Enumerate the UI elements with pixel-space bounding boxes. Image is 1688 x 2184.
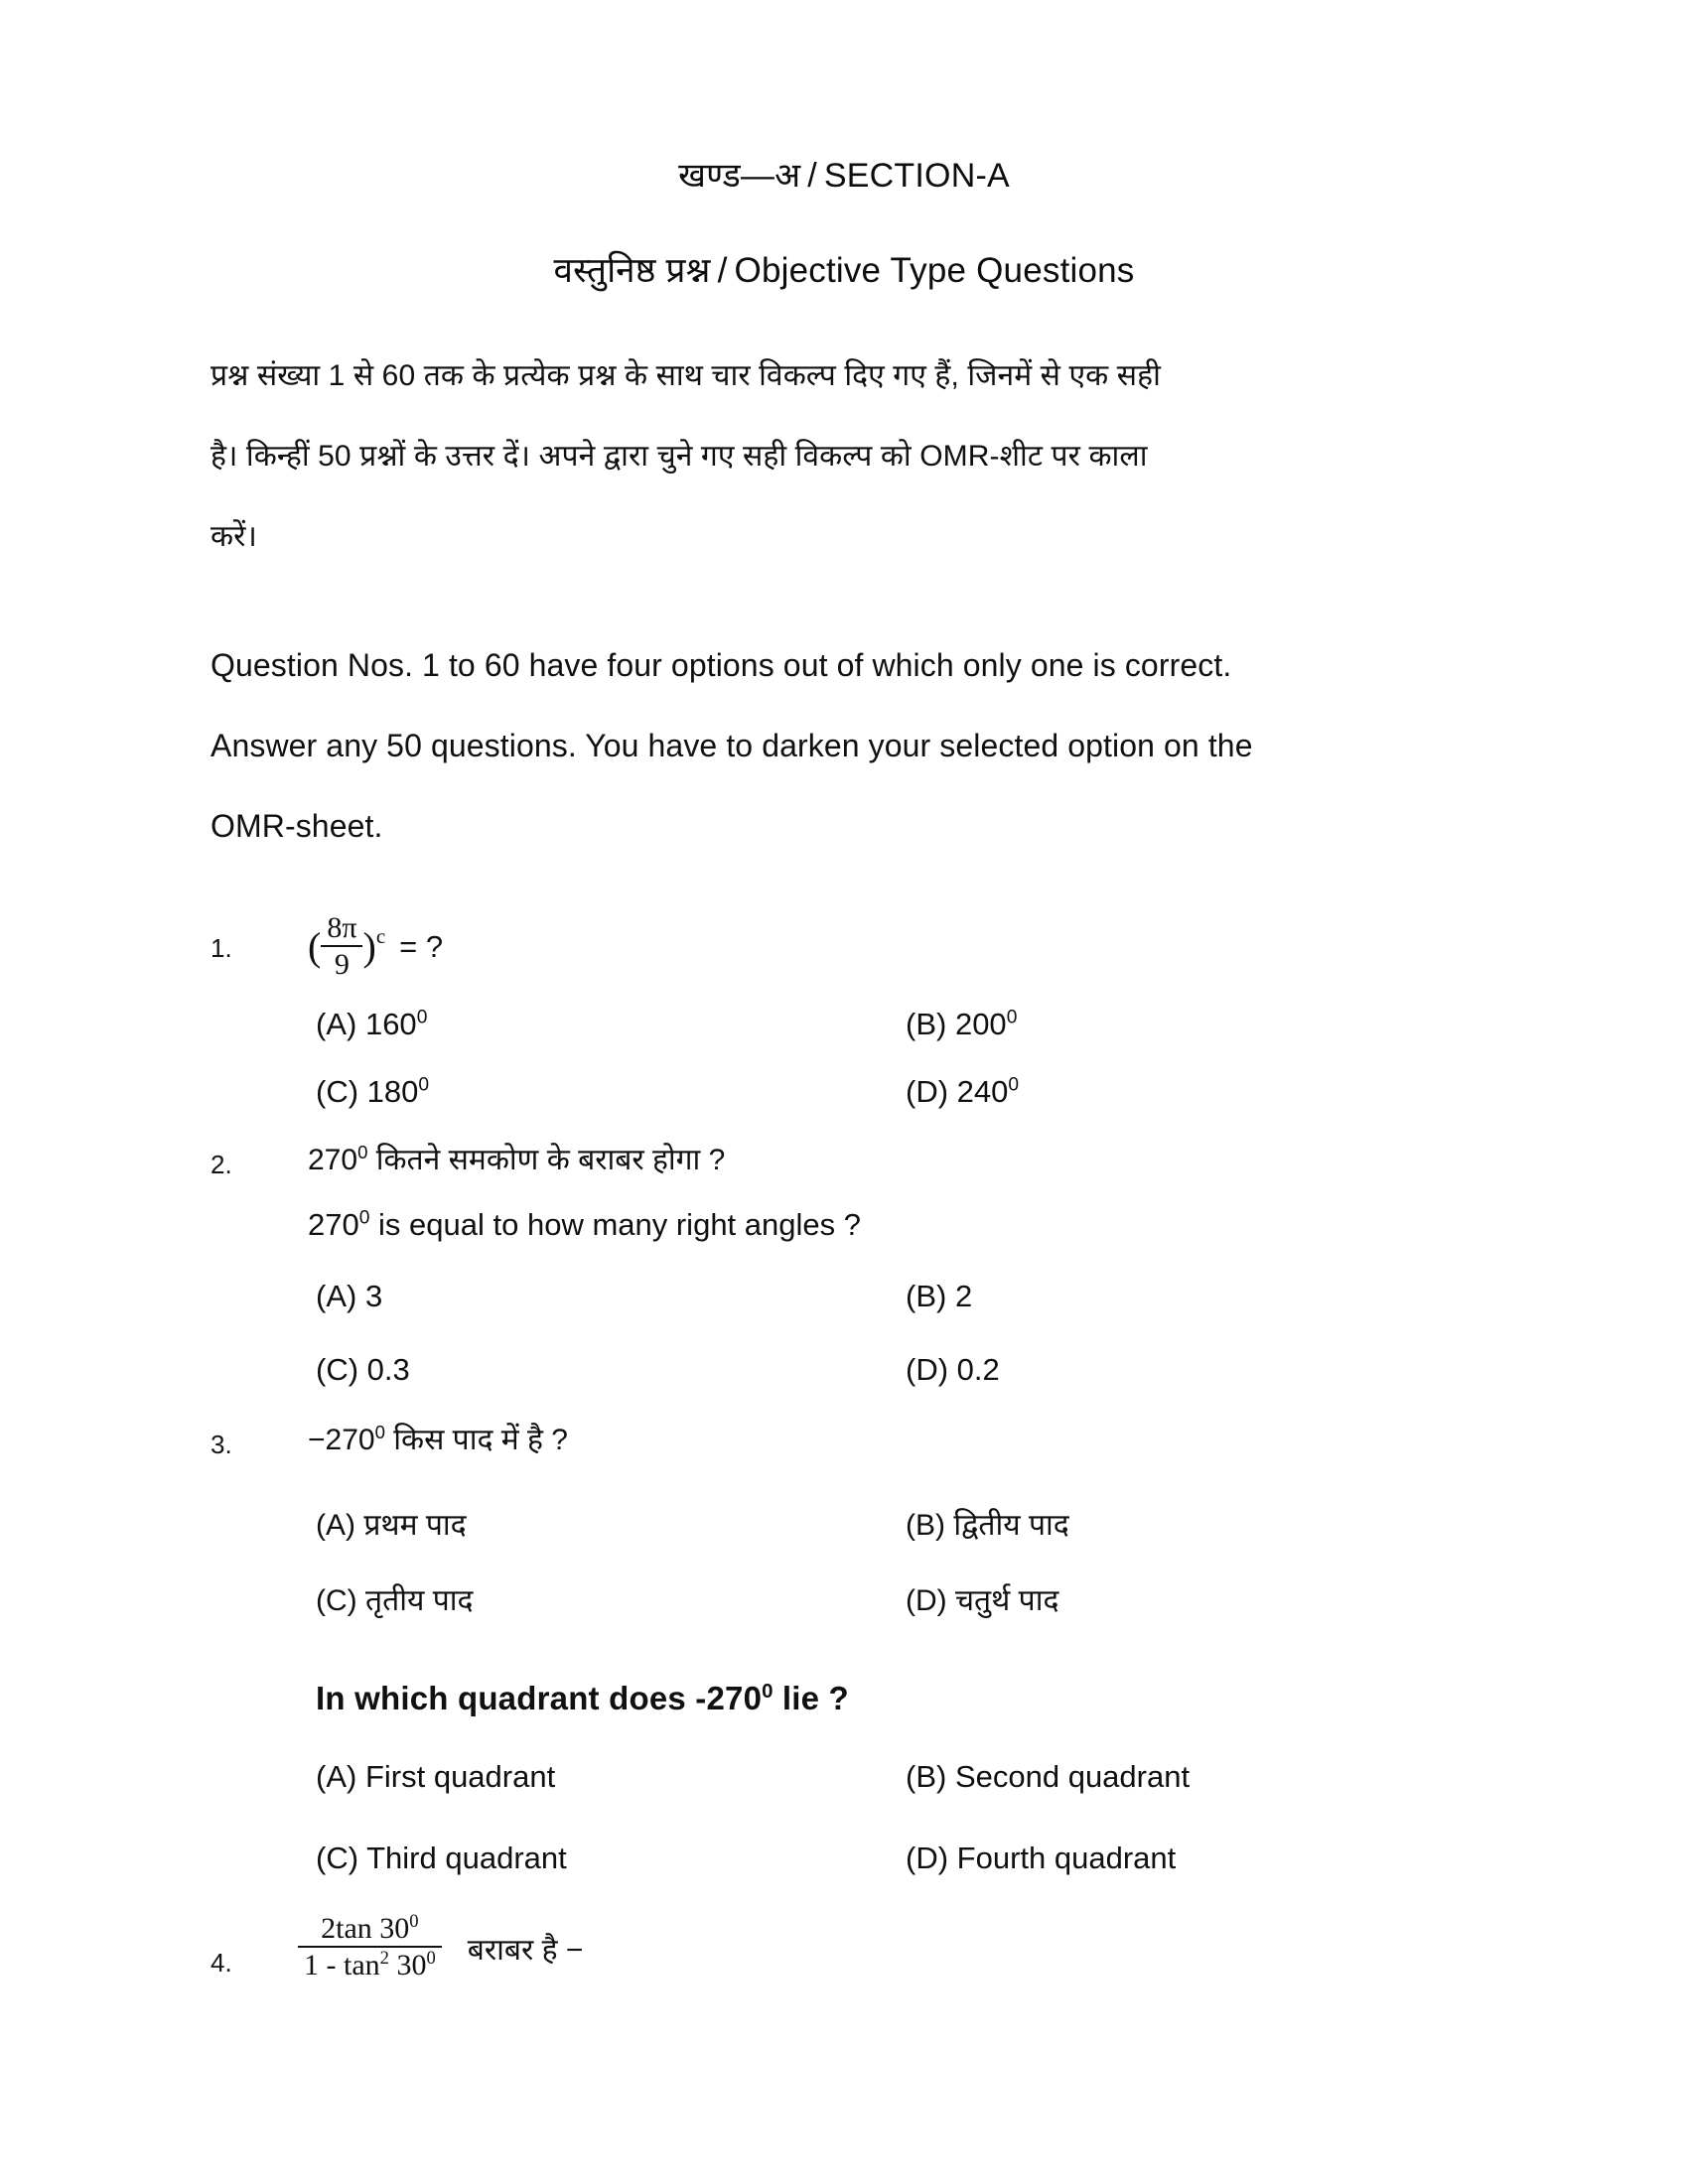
question-4-fraction	[298, 1913, 442, 1980]
question-4-denominator	[298, 1948, 442, 1981]
question-4-tail-hindi: बराबर है −	[467, 1933, 584, 1967]
question-2-option-b-label: (B)	[906, 1279, 947, 1313]
question-2-stem-hindi	[308, 1138, 725, 1178]
question-3-stem-hindi-pre: −270	[308, 1424, 375, 1456]
question-2-stem-hindi-post: कितने समकोण के बराबर होगा ?	[367, 1144, 726, 1176]
question-3-hindi-option-d-label: (D)	[906, 1584, 947, 1617]
question-1-option-a-value: 160	[364, 1007, 417, 1041]
question-3-hindi-option-d-value: चतुर्थ पाद	[955, 1584, 1059, 1617]
question-3-stem-english-post: lie ?	[773, 1680, 849, 1716]
question-3-english-options-row-2	[0, 1841, 1688, 1898]
question-4-numerator-text: 2tan 30	[321, 1912, 410, 1945]
question-2-option-b[interactable]	[906, 1279, 972, 1314]
question-2-option-b-value: 2	[954, 1279, 973, 1313]
question-3-english-option-d-label: (D)	[906, 1841, 949, 1875]
question-1-open-paren: (	[308, 924, 322, 969]
question-3-english-options-row-1	[0, 1759, 1688, 1817]
question-1-option-b-degree: 0	[1006, 1007, 1018, 1028]
question-4-denominator-degree: 0	[426, 1947, 436, 1969]
question-1-close-paren: )	[362, 924, 376, 969]
question-1-options-row-1	[0, 1007, 1688, 1064]
question-3-hindi-options-row-2	[0, 1578, 1688, 1636]
question-2-option-a[interactable]	[316, 1279, 382, 1314]
question-1-equals: = ?	[399, 929, 444, 964]
question-1-option-b[interactable]	[906, 1007, 1017, 1042]
question-1-option-b-label: (B)	[906, 1007, 947, 1041]
question-2-option-d[interactable]	[906, 1352, 1000, 1388]
question-1-option-d-degree: 0	[1008, 1074, 1020, 1096]
question-2-option-a-value: 3	[364, 1279, 383, 1313]
question-2-option-d-label: (D)	[906, 1352, 949, 1387]
question-1-option-a[interactable]	[316, 1007, 427, 1042]
question-3-stem-hindi-post: किस पाद में है ?	[384, 1424, 568, 1456]
question-1-option-c[interactable]	[316, 1074, 429, 1110]
question-3-english-option-c-label: (C)	[316, 1841, 359, 1875]
question-3-hindi-option-b-value: द्वितीय पाद	[953, 1509, 1069, 1542]
question-3-hindi-option-a[interactable]	[316, 1503, 467, 1544]
question-3-english-option-b-value: Second quadrant	[954, 1759, 1191, 1794]
question-3-hindi-option-b[interactable]	[906, 1503, 1069, 1544]
section-heading-separator: /	[807, 157, 817, 195]
question-3-hindi-option-d[interactable]	[906, 1578, 1058, 1619]
instruction-hindi-line-1: प्रश्न संख्या 1 से 60 तक के प्रत्येक प्रश्न के साथ चार विकल्प दिए गए हैं, जिनमें से एक सही	[211, 359, 1161, 392]
question-2-options-row-1	[0, 1279, 1688, 1336]
question-2-stem-hindi-pre: 270	[308, 1144, 358, 1176]
section-heading	[0, 151, 1688, 197]
question-3-english-option-d[interactable]	[906, 1841, 1176, 1876]
question-3-english-option-d-value: Fourth quadrant	[956, 1841, 1177, 1875]
instruction-english-line-1: Question Nos. 1 to 60 have four options out of which only one is correct.	[211, 647, 1232, 683]
question-4-denominator-mid: 30	[388, 1948, 427, 1981]
question-1-option-c-value: 180	[366, 1074, 419, 1109]
question-1-stem: ( $\frac{8\pi}{9}$ ) c = ?	[308, 911, 444, 981]
question-1-option-b-value: 200	[954, 1007, 1007, 1041]
question-2-option-c-value: 0.3	[366, 1352, 410, 1387]
question-2-number: 2.	[211, 1150, 232, 1179]
question-3-number: 3.	[211, 1430, 232, 1459]
question-3-hindi-options-row-1	[0, 1503, 1688, 1561]
question-3-english-option-b[interactable]	[906, 1759, 1190, 1795]
question-3-english-option-b-label: (B)	[906, 1759, 947, 1794]
question-2-option-a-label: (A)	[316, 1279, 357, 1313]
question-3-stem-hindi-degree: 0	[374, 1422, 385, 1442]
instructions-english	[211, 625, 1472, 867]
question-1-options-row-2	[0, 1074, 1688, 1132]
question-3-stem-english-degree: 0	[762, 1680, 774, 1703]
question-2-stem-english-pre: 270	[308, 1207, 359, 1242]
instruction-english-line-2: Answer any 50 questions. You have to darken your selected option on the	[211, 728, 1253, 763]
section-heading-hindi: खण्ड—अ	[678, 157, 801, 195]
question-1-option-d-value: 240	[956, 1074, 1009, 1109]
question-3-hindi-option-c-label: (C)	[316, 1584, 357, 1617]
instructions-hindi	[211, 336, 1472, 577]
question-1-number: 1.	[211, 933, 232, 963]
question-4-denominator-text: 1 - tan	[304, 1948, 380, 1981]
question-4-numerator-degree: 0	[409, 1911, 419, 1932]
question-3-hindi-option-a-value: प्रथम पाद	[363, 1509, 467, 1542]
question-2-stem-hindi-degree: 0	[357, 1142, 368, 1162]
objective-heading-hindi: वस्तुनिष्ठ प्रश्न	[553, 251, 711, 290]
question-3-english-option-c[interactable]	[316, 1841, 567, 1876]
question-3-stem-english	[316, 1680, 849, 1717]
question-1-option-a-degree: 0	[416, 1007, 428, 1028]
question-4-denominator-exponent: 2	[379, 1947, 389, 1969]
question-4-stem	[298, 1911, 584, 1981]
instruction-hindi-line-3: करें।	[211, 520, 257, 553]
question-3-stem-english-pre: In which quadrant does -270	[316, 1680, 763, 1716]
question-4-number: 4.	[211, 1948, 232, 1978]
question-3-hindi-option-c-value: तृतीय पाद	[365, 1584, 474, 1617]
question-4-numerator	[298, 1913, 442, 1948]
question-2-options-row-2	[0, 1352, 1688, 1410]
question-1-option-a-label: (A)	[316, 1007, 357, 1041]
question-3-english-option-a-value: First quadrant	[364, 1759, 556, 1794]
question-2-option-c-label: (C)	[316, 1352, 359, 1387]
question-3-hindi-option-a-label: (A)	[316, 1509, 355, 1542]
question-1-option-c-label: (C)	[316, 1074, 359, 1109]
instruction-english-line-3: OMR-sheet.	[211, 808, 383, 844]
question-1-option-d-label: (D)	[906, 1074, 949, 1109]
question-3-english-option-a-label: (A)	[316, 1759, 357, 1794]
section-heading-english: SECTION-A	[823, 157, 1010, 195]
question-3-stem-hindi	[308, 1418, 568, 1458]
question-2-option-d-value: 0.2	[956, 1352, 1000, 1387]
objective-heading-separator: /	[717, 251, 728, 290]
question-2-stem-english-degree: 0	[358, 1207, 370, 1229]
question-1-option-d[interactable]	[906, 1074, 1019, 1110]
question-3-english-option-c-value: Third quadrant	[366, 1841, 567, 1875]
objective-heading	[0, 246, 1688, 293]
question-1-option-c-degree: 0	[418, 1074, 430, 1096]
instruction-hindi-line-2: है। किन्हीं 50 प्रश्नों के उत्तर दें। अपने द्वारा चुने गए सही विकल्प को OMR-शीट पर काला	[211, 440, 1148, 473]
question-1-fraction	[321, 912, 362, 980]
question-2-stem-english	[308, 1207, 861, 1243]
question-3-english-option-a[interactable]	[316, 1759, 555, 1795]
question-1-denominator: 9	[334, 947, 350, 981]
question-1-numerator: 8π	[321, 912, 362, 947]
question-2-option-c[interactable]	[316, 1352, 410, 1388]
question-2-stem-english-post: is equal to how many right angles ?	[369, 1207, 861, 1242]
question-3-hindi-option-b-label: (B)	[906, 1509, 945, 1542]
question-3-hindi-option-c[interactable]	[316, 1578, 473, 1619]
objective-heading-english: Objective Type Questions	[734, 251, 1135, 290]
